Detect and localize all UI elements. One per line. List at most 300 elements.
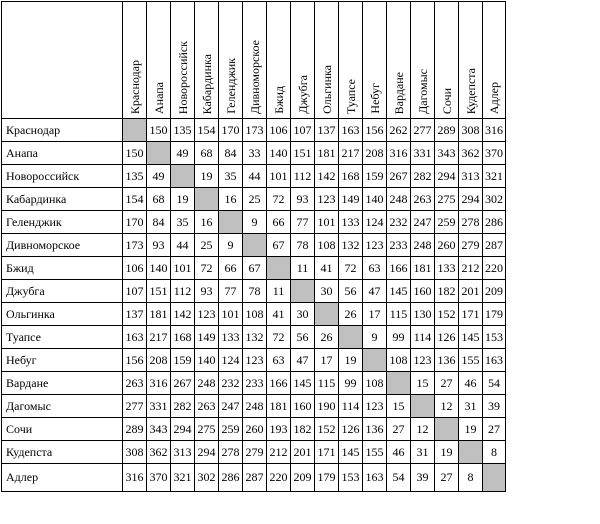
distance-cell: 44 [171, 234, 195, 257]
distance-cell: 107 [291, 119, 315, 142]
distance-cell: 26 [315, 326, 339, 349]
column-header [363, 2, 387, 119]
distance-cell: 220 [483, 257, 506, 280]
distance-cell: 208 [363, 142, 387, 165]
distance-table [1, 1, 506, 492]
row-header: Кудепста [2, 441, 123, 464]
distance-cell: 41 [267, 303, 291, 326]
distance-cell: 123 [243, 349, 267, 372]
distance-cell: 232 [387, 211, 411, 234]
distance-cell: 173 [123, 234, 147, 257]
distance-cell: 302 [195, 464, 219, 492]
table-row [2, 418, 506, 441]
distance-cell: 25 [195, 234, 219, 257]
distance-cell: 163 [363, 464, 387, 492]
distance-cell: 101 [219, 303, 243, 326]
distance-cell: 108 [363, 372, 387, 395]
distance-cell: 112 [171, 280, 195, 303]
distance-cell: 115 [387, 303, 411, 326]
distance-cell: 166 [267, 372, 291, 395]
distance-cell: 27 [387, 418, 411, 441]
distance-cell: 19 [459, 418, 483, 441]
diagonal-cell [411, 395, 435, 418]
distance-cell: 108 [243, 303, 267, 326]
distance-cell: 343 [435, 142, 459, 165]
table-row [2, 280, 506, 303]
distance-cell: 150 [123, 142, 147, 165]
table-row [2, 326, 506, 349]
row-header: Бжид [2, 257, 123, 280]
distance-cell: 46 [459, 372, 483, 395]
column-header-label: Геленджик [223, 58, 238, 114]
distance-cell: 140 [267, 142, 291, 165]
distance-cell: 132 [339, 234, 363, 257]
distance-cell: 54 [387, 464, 411, 492]
distance-cell: 179 [483, 303, 506, 326]
distance-cell: 262 [387, 119, 411, 142]
diagonal-cell [483, 464, 506, 492]
distance-cell: 145 [291, 372, 315, 395]
distance-cell: 212 [267, 441, 291, 464]
distance-cell: 140 [363, 188, 387, 211]
table-row [2, 234, 506, 257]
distance-cell: 331 [147, 395, 171, 418]
column-header [315, 2, 339, 119]
distance-cell: 232 [219, 372, 243, 395]
distance-cell: 282 [171, 395, 195, 418]
distance-cell: 160 [291, 395, 315, 418]
distance-cell: 217 [147, 326, 171, 349]
distance-cell: 278 [459, 211, 483, 234]
distance-cell: 123 [411, 349, 435, 372]
distance-cell: 151 [147, 280, 171, 303]
distance-cell: 152 [435, 303, 459, 326]
distance-cell: 233 [243, 372, 267, 395]
distance-cell: 126 [435, 326, 459, 349]
distance-cell: 101 [315, 211, 339, 234]
distance-cell: 182 [291, 418, 315, 441]
distance-cell: 247 [411, 211, 435, 234]
distance-cell: 289 [435, 119, 459, 142]
distance-cell: 182 [435, 280, 459, 303]
distance-cell: 286 [483, 211, 506, 234]
row-header: Дагомыс [2, 395, 123, 418]
row-header: Анапа [2, 142, 123, 165]
distance-cell: 35 [171, 211, 195, 234]
distance-cell: 278 [219, 441, 243, 464]
distance-cell: 132 [243, 326, 267, 349]
distance-cell: 72 [267, 326, 291, 349]
distance-cell: 27 [483, 418, 506, 441]
diagonal-cell [195, 188, 219, 211]
distance-cell: 201 [459, 280, 483, 303]
column-header [147, 2, 171, 119]
distance-cell: 136 [363, 418, 387, 441]
column-header-label: Новороссийск [175, 40, 190, 114]
distance-cell: 136 [435, 349, 459, 372]
distance-cell: 190 [315, 395, 339, 418]
distance-cell: 31 [459, 395, 483, 418]
distance-cell: 11 [291, 257, 315, 280]
table-row [2, 303, 506, 326]
column-header-label: Кабардинка [199, 53, 214, 114]
distance-cell: 149 [339, 188, 363, 211]
distance-cell: 124 [219, 349, 243, 372]
distance-cell: 145 [459, 326, 483, 349]
column-header [195, 2, 219, 119]
distance-cell: 163 [483, 349, 506, 372]
distance-cell: 19 [339, 349, 363, 372]
distance-cell: 149 [195, 326, 219, 349]
column-header [123, 2, 147, 119]
distance-cell: 170 [219, 119, 243, 142]
table-row [2, 257, 506, 280]
column-header-label: Туапсе [343, 79, 358, 114]
distance-cell: 155 [363, 441, 387, 464]
diagonal-cell [387, 372, 411, 395]
distance-cell: 163 [339, 119, 363, 142]
column-header-label: Кудепста [463, 67, 478, 114]
column-header-label: Бжид [271, 86, 286, 114]
distance-cell: 217 [339, 142, 363, 165]
distance-cell: 72 [339, 257, 363, 280]
distance-cell: 168 [171, 326, 195, 349]
distance-cell: 77 [219, 280, 243, 303]
distance-cell: 68 [147, 188, 171, 211]
distance-cell: 321 [171, 464, 195, 492]
diagonal-cell [339, 326, 363, 349]
distance-cell: 67 [267, 234, 291, 257]
row-header: Ольгинка [2, 303, 123, 326]
row-header: Адлер [2, 464, 123, 492]
diagonal-cell [267, 257, 291, 280]
diagonal-cell [363, 349, 387, 372]
distance-cell: 133 [219, 326, 243, 349]
distance-cell: 123 [195, 303, 219, 326]
distance-cell: 19 [171, 188, 195, 211]
distance-cell: 31 [411, 441, 435, 464]
distance-cell: 39 [483, 395, 506, 418]
distance-cell: 145 [339, 441, 363, 464]
distance-cell: 277 [123, 395, 147, 418]
distance-cell: 27 [435, 464, 459, 492]
distance-cell: 260 [435, 234, 459, 257]
row-header: Дивноморское [2, 234, 123, 257]
distance-cell: 8 [483, 441, 506, 464]
distance-cell: 15 [387, 395, 411, 418]
distance-cell: 313 [171, 441, 195, 464]
table-row [2, 441, 506, 464]
distance-cell: 15 [411, 372, 435, 395]
distance-cell: 107 [123, 280, 147, 303]
distance-cell: 108 [315, 234, 339, 257]
distance-cell: 30 [315, 280, 339, 303]
row-header: Туапсе [2, 326, 123, 349]
distance-cell: 142 [171, 303, 195, 326]
distance-cell: 316 [387, 142, 411, 165]
distance-cell: 93 [195, 280, 219, 303]
distance-cell: 370 [483, 142, 506, 165]
distance-cell: 63 [363, 257, 387, 280]
column-header-label: Дивноморское [247, 39, 262, 114]
diagonal-cell [315, 303, 339, 326]
distance-cell: 26 [339, 303, 363, 326]
diagonal-cell [123, 119, 147, 142]
row-header: Новороссийск [2, 165, 123, 188]
distance-cell: 209 [483, 280, 506, 303]
distance-cell: 286 [219, 464, 243, 492]
distance-cell: 63 [267, 349, 291, 372]
distance-cell: 201 [291, 441, 315, 464]
distance-cell: 145 [387, 280, 411, 303]
distance-cell: 248 [195, 372, 219, 395]
table-row [2, 165, 506, 188]
distance-cell: 248 [411, 234, 435, 257]
distance-cell: 302 [483, 188, 506, 211]
distance-cell: 159 [171, 349, 195, 372]
distance-cell: 56 [339, 280, 363, 303]
distance-cell: 133 [339, 211, 363, 234]
distance-cell: 72 [195, 257, 219, 280]
column-header [339, 2, 363, 119]
distance-cell: 152 [315, 418, 339, 441]
distance-cell: 115 [315, 372, 339, 395]
distance-cell: 260 [243, 418, 267, 441]
distance-cell: 181 [315, 142, 339, 165]
distance-cell: 181 [267, 395, 291, 418]
column-header-label: Сочи [439, 87, 454, 114]
distance-cell: 33 [243, 142, 267, 165]
distance-cell: 316 [123, 464, 147, 492]
distance-cell: 72 [267, 188, 291, 211]
distance-cell: 181 [147, 303, 171, 326]
distance-cell: 101 [267, 165, 291, 188]
distance-cell: 308 [459, 119, 483, 142]
distance-cell: 99 [387, 326, 411, 349]
distance-cell: 181 [411, 257, 435, 280]
row-header: Небуг [2, 349, 123, 372]
distance-cell: 168 [339, 165, 363, 188]
distance-cell: 294 [195, 441, 219, 464]
distance-cell: 308 [123, 441, 147, 464]
distance-cell: 259 [219, 418, 243, 441]
table-row [2, 464, 506, 492]
column-header [387, 2, 411, 119]
distance-cell: 114 [411, 326, 435, 349]
distance-cell: 170 [123, 211, 147, 234]
table-row [2, 188, 506, 211]
column-header [219, 2, 243, 119]
distance-cell: 289 [123, 418, 147, 441]
distance-cell: 93 [147, 234, 171, 257]
column-header-label: Ольгинка [319, 65, 334, 114]
distance-cell: 137 [123, 303, 147, 326]
distance-cell: 78 [291, 234, 315, 257]
distance-cell: 140 [195, 349, 219, 372]
diagonal-cell [171, 165, 195, 188]
distance-cell: 166 [387, 257, 411, 280]
table-row [2, 142, 506, 165]
distance-cell: 30 [291, 303, 315, 326]
distance-cell: 275 [435, 188, 459, 211]
diagonal-cell [291, 280, 315, 303]
distance-cell: 155 [459, 349, 483, 372]
distance-cell: 267 [387, 165, 411, 188]
distance-cell: 67 [243, 257, 267, 280]
distance-cell: 150 [147, 119, 171, 142]
distance-cell: 313 [459, 165, 483, 188]
column-header [291, 2, 315, 119]
distance-cell: 154 [123, 188, 147, 211]
distance-cell: 287 [483, 234, 506, 257]
distance-cell: 287 [243, 464, 267, 492]
distance-cell: 259 [435, 211, 459, 234]
distance-cell: 39 [411, 464, 435, 492]
column-header [171, 2, 195, 119]
distance-cell: 84 [147, 211, 171, 234]
column-header [411, 2, 435, 119]
row-header: Джубга [2, 280, 123, 303]
column-header-label: Джубга [295, 75, 310, 114]
distance-cell: 279 [459, 234, 483, 257]
distance-cell: 9 [243, 211, 267, 234]
distance-cell: 12 [411, 418, 435, 441]
column-header-label: Дагомыс [415, 69, 430, 114]
distance-cell: 279 [243, 441, 267, 464]
distance-cell: 137 [315, 119, 339, 142]
distance-cell: 135 [123, 165, 147, 188]
distance-cell: 27 [435, 372, 459, 395]
distance-cell: 294 [171, 418, 195, 441]
distance-cell: 277 [411, 119, 435, 142]
distance-cell: 68 [195, 142, 219, 165]
distance-cell: 126 [339, 418, 363, 441]
distance-cell: 220 [267, 464, 291, 492]
column-header [435, 2, 459, 119]
distance-cell: 153 [483, 326, 506, 349]
distance-cell: 9 [219, 234, 243, 257]
column-header [267, 2, 291, 119]
distance-cell: 362 [147, 441, 171, 464]
distance-cell: 133 [435, 257, 459, 280]
distance-cell: 153 [339, 464, 363, 492]
distance-cell: 47 [291, 349, 315, 372]
distance-cell: 84 [219, 142, 243, 165]
distance-cell: 135 [171, 119, 195, 142]
distance-cell: 159 [363, 165, 387, 188]
distance-cell: 77 [291, 211, 315, 234]
distance-cell: 163 [123, 326, 147, 349]
distance-cell: 47 [363, 280, 387, 303]
distance-cell: 263 [411, 188, 435, 211]
distance-cell: 343 [147, 418, 171, 441]
distance-cell: 179 [315, 464, 339, 492]
distance-cell: 160 [411, 280, 435, 303]
distance-cell: 275 [195, 418, 219, 441]
distance-cell: 212 [459, 257, 483, 280]
distance-cell: 209 [291, 464, 315, 492]
distance-cell: 8 [459, 464, 483, 492]
distance-cell: 331 [411, 142, 435, 165]
distance-cell: 267 [171, 372, 195, 395]
row-header: Вардане [2, 372, 123, 395]
distance-cell: 294 [459, 188, 483, 211]
distance-cell: 294 [435, 165, 459, 188]
distance-cell: 78 [243, 280, 267, 303]
diagonal-cell [459, 441, 483, 464]
distance-cell: 154 [195, 119, 219, 142]
column-header-label: Краснодар [127, 59, 142, 114]
distance-cell: 263 [195, 395, 219, 418]
distance-cell: 123 [363, 234, 387, 257]
distance-cell: 233 [387, 234, 411, 257]
diagonal-cell [147, 142, 171, 165]
row-header: Кабардинка [2, 188, 123, 211]
distance-table-container [1, 1, 506, 492]
distance-cell: 41 [315, 257, 339, 280]
distance-cell: 130 [411, 303, 435, 326]
column-header-label: Анапа [151, 81, 166, 114]
distance-cell: 248 [243, 395, 267, 418]
distance-cell: 282 [411, 165, 435, 188]
distance-cell: 156 [123, 349, 147, 372]
distance-cell: 208 [147, 349, 171, 372]
distance-cell: 106 [123, 257, 147, 280]
column-header [243, 2, 267, 119]
distance-cell: 11 [267, 280, 291, 303]
distance-cell: 171 [315, 441, 339, 464]
distance-cell: 93 [291, 188, 315, 211]
column-header-label: Вардане [391, 71, 406, 114]
distance-cell: 17 [363, 303, 387, 326]
distance-cell: 106 [267, 119, 291, 142]
column-header-label: Адлер [487, 81, 501, 114]
distance-cell: 263 [123, 372, 147, 395]
distance-cell: 247 [219, 395, 243, 418]
distance-cell: 9 [363, 326, 387, 349]
distance-cell: 156 [363, 119, 387, 142]
distance-cell: 56 [291, 326, 315, 349]
diagonal-cell [243, 234, 267, 257]
distance-cell: 321 [483, 165, 506, 188]
distance-cell: 12 [435, 395, 459, 418]
distance-cell: 123 [363, 395, 387, 418]
distance-cell: 99 [339, 372, 363, 395]
column-header [483, 2, 506, 119]
row-header: Геленджик [2, 211, 123, 234]
distance-cell: 316 [483, 119, 506, 142]
distance-cell: 316 [147, 372, 171, 395]
distance-cell: 49 [171, 142, 195, 165]
distance-cell: 25 [243, 188, 267, 211]
table-row [2, 211, 506, 234]
header-row [2, 2, 506, 119]
distance-cell: 17 [315, 349, 339, 372]
distance-cell: 44 [243, 165, 267, 188]
table-row [2, 372, 506, 395]
distance-cell: 19 [435, 441, 459, 464]
distance-cell: 114 [339, 395, 363, 418]
column-header [459, 2, 483, 119]
distance-cell: 46 [387, 441, 411, 464]
row-header: Краснодар [2, 119, 123, 142]
table-body [2, 119, 506, 492]
corner-cell [2, 2, 123, 119]
distance-cell: 123 [315, 188, 339, 211]
table-row [2, 349, 506, 372]
distance-cell: 151 [291, 142, 315, 165]
distance-cell: 19 [195, 165, 219, 188]
